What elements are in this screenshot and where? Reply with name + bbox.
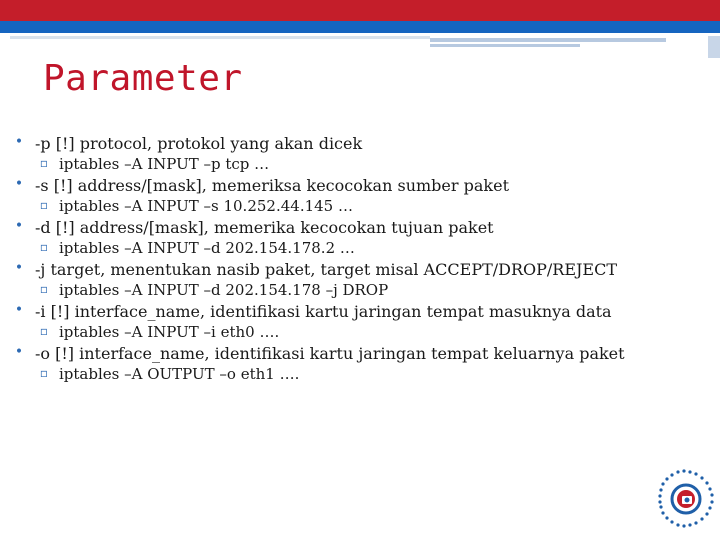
bullet-line <box>0 302 720 323</box>
list-item <box>0 302 720 344</box>
list-item <box>0 134 720 176</box>
bullet-icon: • <box>14 218 24 234</box>
bullet-icon: • <box>14 260 24 276</box>
list-item <box>0 344 720 386</box>
sub-bullet-text: iptables –A INPUT –i eth0 …. <box>59 323 280 341</box>
bullet-line <box>0 176 720 197</box>
decorative-rule <box>430 44 580 47</box>
sub-bullet-line <box>0 239 720 260</box>
bullet-line <box>0 344 720 365</box>
sub-bullet-icon: ▫ <box>39 240 49 254</box>
bullet-text: -i [!] interface_name, identifikasi kartu jaringan tempat masuknya data <box>35 302 612 321</box>
header-separator <box>0 33 720 35</box>
corner-blue <box>696 21 720 33</box>
header-blue-band <box>0 21 720 33</box>
sub-bullet-line <box>0 281 720 302</box>
sub-bullet-line <box>0 197 720 218</box>
sub-bullet-line <box>0 323 720 344</box>
bullet-list <box>0 134 720 386</box>
sub-bullet-text: iptables –A INPUT –d 202.154.178.2 … <box>59 239 355 257</box>
sub-bullet-icon: ▫ <box>39 156 49 170</box>
slide-title: Parameter <box>43 58 243 99</box>
corner-red <box>696 0 720 21</box>
list-item <box>0 218 720 260</box>
bullet-line <box>0 218 720 239</box>
decorative-rule <box>10 36 430 39</box>
bullet-icon: • <box>14 134 24 150</box>
corner-light <box>708 36 720 58</box>
decorative-rule <box>430 38 666 42</box>
header-red-band <box>0 0 720 21</box>
sub-bullet-text: iptables –A INPUT –s 10.252.44.145 … <box>59 197 353 215</box>
sub-bullet-line <box>0 155 720 176</box>
list-item <box>0 176 720 218</box>
list-item <box>0 260 720 302</box>
bullet-text: -o [!] interface_name, identifikasi kartu jaringan tempat keluarnya paket <box>35 344 625 363</box>
sub-bullet-text: iptables –A INPUT –d 202.154.178 –j DROP <box>59 281 389 299</box>
bullet-line <box>0 260 720 281</box>
sub-bullet-icon: ▫ <box>39 198 49 212</box>
bullet-text: -s [!] address/[mask], memeriksa kecocokan sumber paket <box>35 176 509 195</box>
sub-bullet-text: iptables –A OUTPUT –o eth1 …. <box>59 365 300 383</box>
bullet-text: -j target, menentukan nasib paket, target misal ACCEPT/DROP/REJECT <box>35 260 618 279</box>
header-corner-accent <box>696 0 720 58</box>
sub-bullet-line <box>0 365 720 386</box>
bullet-text: -p [!] protocol, protokol yang akan dicek <box>35 134 363 153</box>
bullet-icon: • <box>14 302 24 318</box>
bullet-line <box>0 134 720 155</box>
university-logo-icon <box>652 466 720 534</box>
sub-bullet-text: iptables –A INPUT –p tcp … <box>59 155 270 173</box>
bullet-icon: • <box>14 344 24 360</box>
sub-bullet-icon: ▫ <box>39 324 49 338</box>
bullet-text: -d [!] address/[mask], memerika kecocokan tujuan paket <box>35 218 494 237</box>
sub-bullet-icon: ▫ <box>39 366 49 380</box>
bullet-icon: • <box>14 176 24 192</box>
sub-bullet-icon: ▫ <box>39 282 49 296</box>
